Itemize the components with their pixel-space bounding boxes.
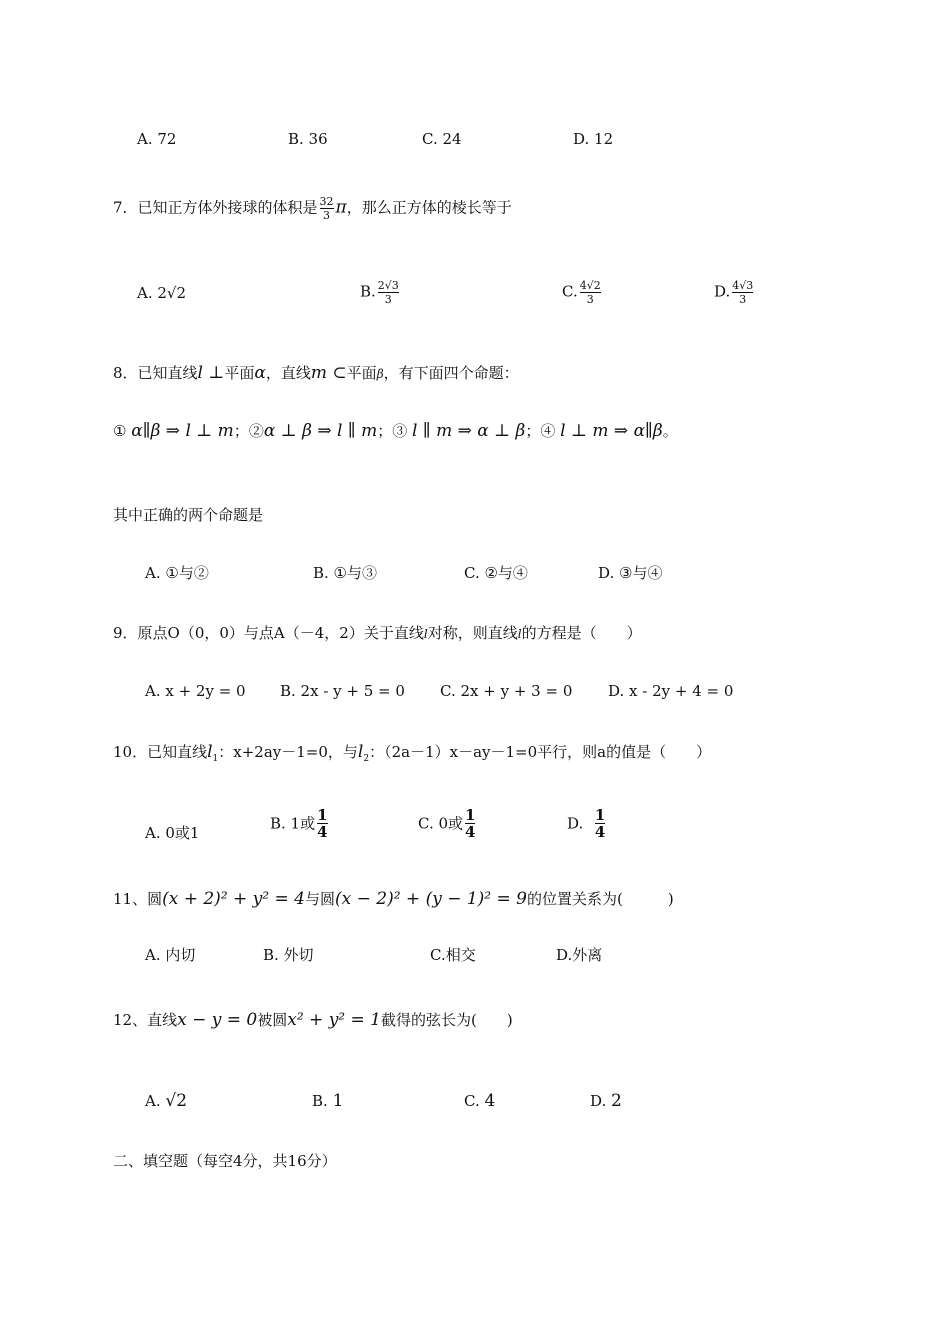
q7-volume-fraction [320,196,334,221]
q8-option-d: D. ③与④ [598,564,663,582]
q11-circle-2: (x − 2)² + (y − 1)² = 9 [334,889,527,909]
q12-opt-d-value: 2 [611,1091,622,1111]
q9-stem [113,622,642,645]
q8-prop-4-num: ；④ [525,422,556,440]
q9-text-1: 9．原点O（0，0）与点A（－4，2）关于直线 [113,624,424,642]
q8-option-c: C. ②与④ [464,564,528,582]
q8-math-1: l ⊥ [197,363,225,383]
q7-opt-d-num: 4√3 [732,279,754,292]
q7-stem [113,196,512,221]
q8-prop-3-num: ；③ [377,422,408,440]
q12-option-d [590,1090,622,1112]
q7-opt-a-value: 2√2 [157,284,187,302]
q10-opt-b-den: 4 [317,823,328,841]
q7-pi: π [335,197,347,218]
q12-option-a [145,1090,187,1112]
q8-text-2: 平面 [224,364,255,382]
q8-prop-2: α ⊥ β ⇒ l ∥ m [263,421,378,441]
q12-option-c [464,1090,495,1112]
q12-text-1: 12、直线 [113,1011,178,1029]
q10-opt-b-num: 1 [317,806,328,824]
q12-circle-eq: x² + y² = 1 [287,1010,381,1030]
q10-line-l1: l [207,742,213,762]
q7-opt-c-label: C. [562,282,578,301]
q12-opt-c-value: 4 [484,1091,496,1111]
q10-opt-c-num: 1 [465,806,476,824]
q12-line-eq: x − y = 0 [177,1010,258,1030]
q9-text-3: 的方程是（ ） [521,624,642,642]
q8-prop-2-num: ；② [233,422,264,440]
q10-text-1: 10．已知直线 [113,743,208,761]
q10-text-3: ：（2a－1）x－ay－1=0平行，则a的值是（ ） [369,743,712,761]
q12-opt-b-value: 1 [332,1091,344,1111]
q8-prop-4: l ⊥ m ⇒ α∥β [560,421,663,441]
q7-option-c [562,280,603,305]
q8-question: 其中正确的两个命题是 [113,506,264,524]
q6-option-d: D. 12 [573,130,614,148]
q12-opt-b-label: B. [312,1092,328,1110]
q7-option-d [714,280,755,305]
q11-stem [113,888,674,910]
q8-prop-3: l ∥ m ⇒ α ⊥ β [412,421,526,441]
q8-text-4: 平面 [346,364,377,382]
q8-option-a: A. ①与② [145,564,209,582]
q10-opt-d-den: 4 [594,823,606,841]
q8-end: 。 [662,422,678,440]
q7-option-a [137,282,186,304]
q10-option-c [418,808,477,839]
q10-sub-1: 1 [212,754,219,764]
q10-opt-d-num: 1 [594,806,606,824]
q8-math-3: m ⊂ [310,363,347,383]
q7-prefix: 7．已知正方体外接球的体积是 [113,198,318,217]
q7-opt-c-num: 4√2 [579,279,601,292]
q8-text-5: ，有下面四个命题： [383,364,519,382]
q12-text-2: 被圆 [257,1011,288,1029]
q6-option-c: C. 24 [422,130,462,148]
q12-opt-c-label: C. [464,1092,480,1110]
q10-stem [113,741,711,770]
q12-opt-a-value: √2 [165,1091,188,1111]
q8-prop-1: α∥β ⇒ l ⊥ m [131,421,234,441]
q10-opt-c-den: 4 [465,823,476,841]
q10-sub-2: 2 [363,754,370,764]
q11-text-2: 与圆 [304,890,335,908]
q7-opt-b-den: 3 [384,293,392,306]
q8-prop-1-num: ① [113,422,127,440]
q10-opt-b-frac [317,808,327,839]
q11-text-1: 11、圆 [113,890,163,908]
q7-opt-d-frac [732,280,753,305]
q7-suffix: ，那么正方体的棱长等于 [346,198,512,217]
q8-text-1: 8．已知直线 [113,364,198,382]
q7-frac-num: 32 [319,195,334,208]
q7-opt-c-frac [580,280,601,305]
q9-option-b: B. 2x - y + 5 = 0 [280,682,405,700]
q8-stem [113,362,519,385]
q10-opt-c-label: C. 0或 [418,814,464,833]
q12-opt-d-label: D. [590,1092,607,1110]
q10-opt-c-frac [465,808,475,839]
q10-text-2: ：x+2ay－1=0，与 [218,743,358,761]
q7-opt-b-frac [378,280,399,305]
q8-text-3: ，直线 [265,364,311,382]
q9-line-l-2: l [517,627,522,641]
q7-opt-d-label: D. [714,282,731,301]
q11-circle-1: (x + 2)² + y² = 4 [162,889,305,909]
q10-line-l2: l [357,742,364,762]
q10-option-b [270,808,330,839]
q8-math-2: α [254,363,266,383]
q9-option-d: D. x - 2y + 4 = 0 [608,682,734,700]
q6-option-a: A. 72 [137,130,177,148]
q9-option-a: A. x + 2y = 0 [145,682,246,700]
q11-text-3: 的位置关系为( ) [527,890,674,908]
q12-opt-a-label: A. [145,1092,161,1110]
q9-line-l-1: l [423,627,428,641]
q7-option-b [360,280,401,305]
q7-opt-c-den: 3 [586,293,594,306]
q7-opt-d-den: 3 [739,293,747,306]
q7-frac-den: 3 [323,209,331,222]
q9-text-2: 对称，则直线 [427,624,518,642]
q10-opt-d-frac [595,808,605,839]
q11-option-b: B. 外切 [263,946,314,964]
q9-option-c: C. 2x + y + 3 = 0 [440,682,573,700]
q8-propositions [113,420,678,442]
q7-opt-a-label: A. [137,284,153,302]
q6-option-b: B. 36 [288,130,328,148]
q10-opt-b-label: B. 1或 [270,814,316,833]
q12-option-b [312,1090,343,1112]
q10-opt-d-label: D. [567,814,584,833]
q8-option-b: B. ①与③ [313,564,378,582]
q11-option-a: A. 内切 [145,946,196,964]
q11-option-c: C.相交 [430,946,476,964]
q10-option-a: A. 0或1 [145,824,200,842]
q11-option-d: D.外离 [556,946,603,964]
q10-option-d [567,808,607,839]
q8-math-4: β [376,367,384,381]
section-2-title: 二、填空题（每空4分，共16分） [113,1152,337,1170]
q12-text-3: 截得的弦长为( ) [380,1011,513,1029]
q7-opt-b-num: 2√3 [377,279,399,292]
q12-stem [113,1009,513,1031]
q7-opt-b-label: B. [360,282,376,301]
